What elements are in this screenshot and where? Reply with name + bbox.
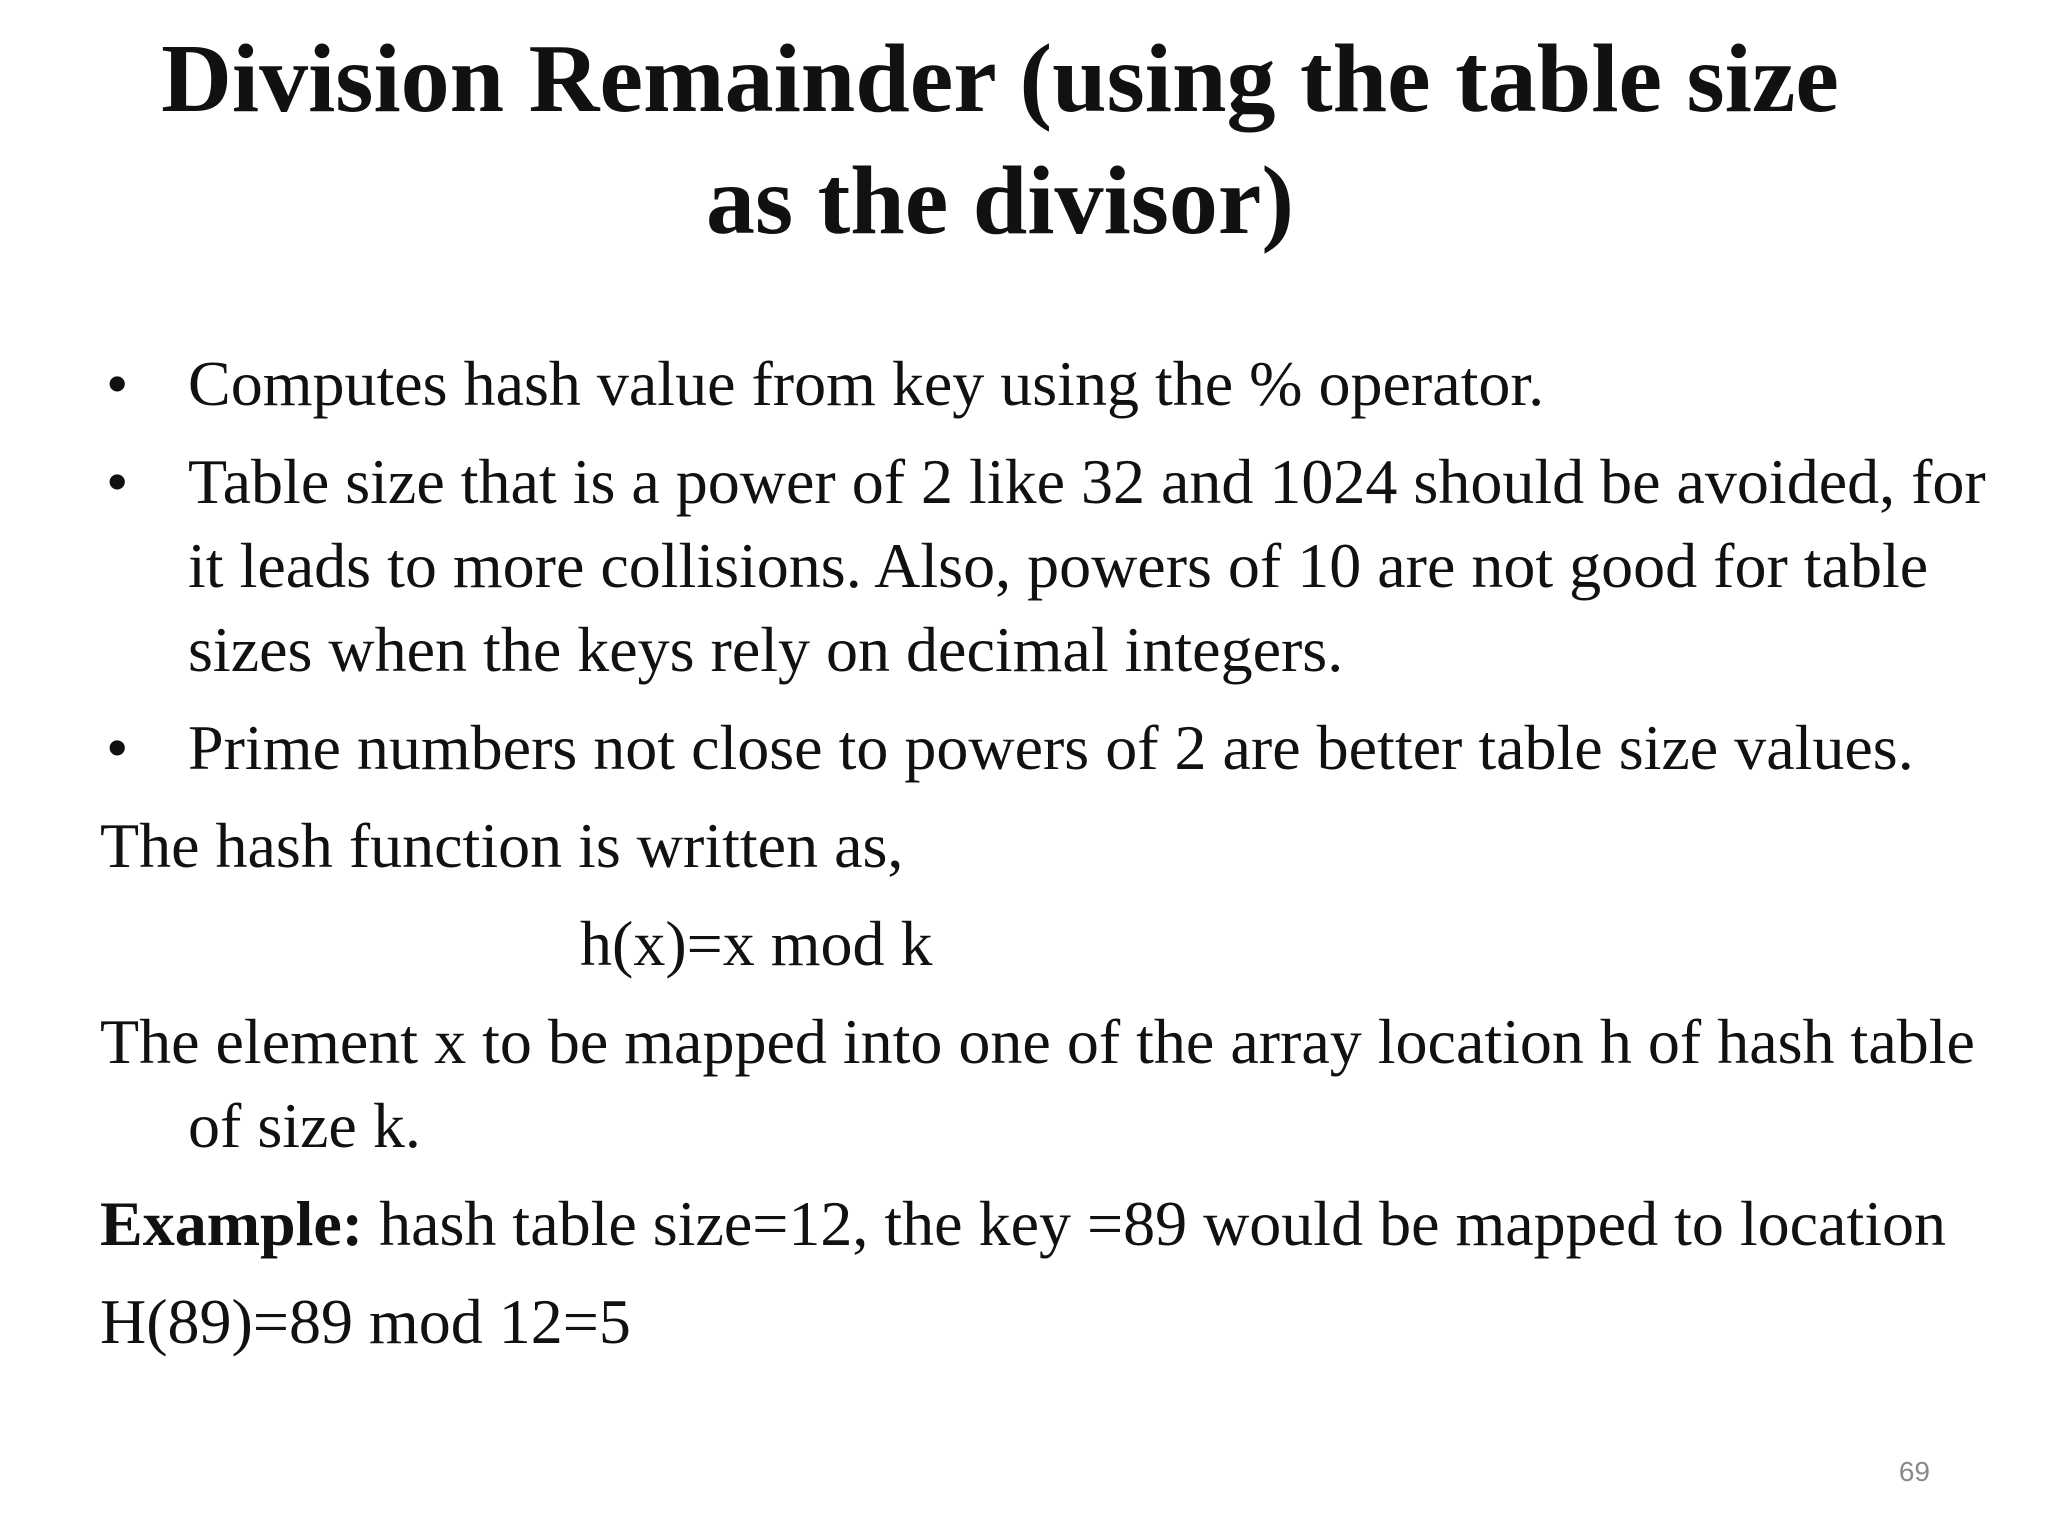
bullet-icon: • [106,446,129,517]
hash-function-intro: The hash function is written as, [100,810,904,881]
title-line-2: as the divisor) [706,147,1294,255]
title-line-1: Division Remainder (using the table size [161,25,1839,133]
bullet-item-2 [100,440,2035,692]
example-label: Example: [100,1188,364,1259]
slide-title [80,18,1920,262]
example-result: H(89)=89 mod 12=5 [100,1286,631,1357]
mapping-description: The element x to be mapped into one of the array location h of hash table of size k. [100,1006,1975,1161]
bullet-text-1: Computes hash value from key using the % operator. [188,348,1545,419]
bullet-icon: • [106,348,129,419]
hash-formula: h(x)=x mod k [580,908,933,979]
example-paragraph [100,1182,2035,1266]
bullet-item-3 [100,706,2035,790]
bullet-icon: • [106,712,129,783]
bullet-text-3: Prime numbers not close to powers of 2 are better table size values. [188,712,1914,783]
bullet-text-2: Table size that is a power of 2 like 32 and 1024 should be avoided, for it leads to more collisions. Also, powers of 10 are not good for table sizes when the keys rely on decimal integers. [188,446,1986,685]
page-number: 69 [1898,1456,1930,1487]
example-text: hash table size=12, the key =89 would be mapped to location [363,1188,1946,1259]
slide-body [100,342,2035,1378]
bullet-item-1 [100,342,2035,426]
